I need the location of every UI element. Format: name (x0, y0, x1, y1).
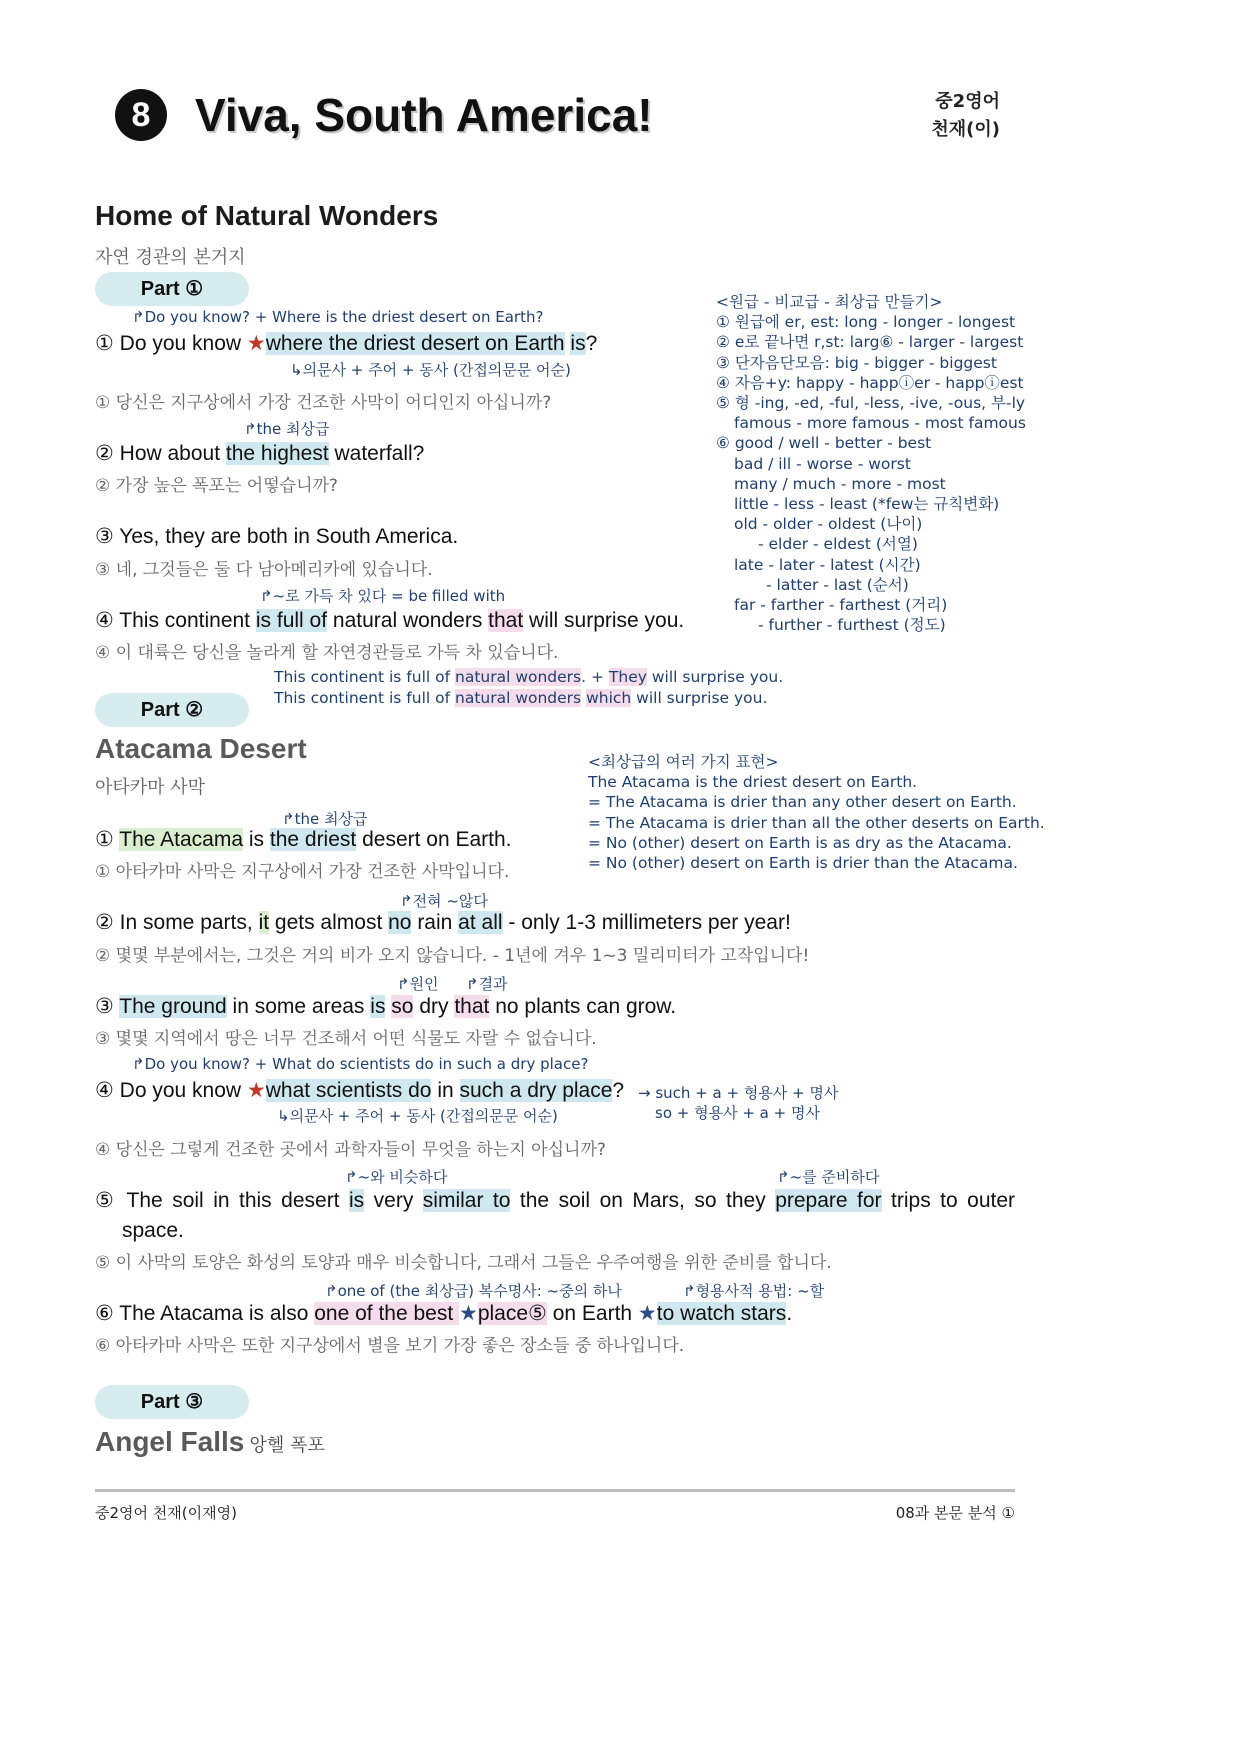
sentence-p2-5: ⑤ The soil in this desert is very similar to the soil on Mars, so they prepare for trips to outer (95, 1189, 1016, 1212)
comparison-rules-box: <원급 - 비교급 - 최상급 만들기> ① 원급에 er, est: long - longer - longest ② e로 끝나면 r,st: larg⑥ - larger - largest ③ 단자음단모음: big - bigger - biggest ④ 자음+y: happy - happⓘer - happⓘest ⑤ 형 -ing, -ed, -ful, -less, -ive, -ous, 부-ly famous - more famous - most famous ⑥ good / well - better - best bad / ill - worse - worst many / much - more - most little - less - least (*few는 규칙변화) old - older - oldest (나이) - elder - eldest (서열) late - later - latest (시간) - latter - last (순서) far - farther - farthest (거리) - further - furthest (정도) (716, 293, 1026, 635)
lesson-title-text: Viva, South America! (195, 89, 653, 141)
translation: ④ 당신은 그렇게 건조한 곳에서 과학자들이 무엇을 하는지 아십니까? (95, 1140, 606, 1160)
grammar-note: ↱결과 (466, 975, 508, 993)
example-sentence: This continent is full of natural wonders which will surprise you. (274, 689, 768, 707)
translation: ④ 이 대륙은 당신을 놀라게 할 자연경관들로 가득 차 있습니다. (95, 643, 559, 663)
section-subtitle: 아타카마 사막 (95, 777, 206, 798)
grammar-note: ↳의문사 + 주어 + 동사 (간접의문문 어순) (290, 361, 571, 379)
grammar-note: ↱Do you know? + Where is the driest desert on Earth? (132, 308, 544, 326)
grammar-note: ↱~를 준비하다 (777, 1168, 880, 1186)
sentence-p2-4: ④ Do you know ★what scientists do in such a dry place? (95, 1079, 625, 1102)
course-label (900, 88, 1000, 144)
course-label-line1: 중2영어 (935, 91, 1000, 112)
section-subtitle: 자연 경관의 본거지 (95, 247, 246, 268)
sentence-p2-6: ⑥ The Atacama is also one of the best ★place⑤ on Earth ★to watch stars. (95, 1302, 793, 1325)
section-title-angel-falls: Angel Falls (95, 1426, 245, 1457)
translation: ③ 몇몇 지역에서 땅은 너무 건조해서 어떤 식물도 자랄 수 없습니다. (95, 1029, 597, 1049)
grammar-note: ↱one of (the 최상급) 복수명사: ~중의 하나 (325, 1282, 622, 1300)
sentence-p2-3: ③ The ground in some areas is so dry that no plants can grow. (95, 995, 677, 1018)
translation: ③ 네, 그것들은 둘 다 남아메리카에 있습니다. (95, 560, 433, 580)
footer-divider (95, 1489, 1015, 1492)
sentence-p1-4: ④ This continent is full of natural wonders that will surprise you. (95, 609, 685, 632)
grammar-note: ↱~로 가득 차 있다 = be filled with (260, 587, 506, 605)
example-sentence: This continent is full of natural wonders. + They will surprise you. (274, 668, 784, 686)
grammar-note: ↳의문사 + 주어 + 동사 (간접의문문 어순) (277, 1107, 558, 1125)
section-title-atacama-desert: Atacama Desert (95, 733, 307, 764)
footer-right: 08과 본문 분석 ① (895, 1504, 1015, 1522)
grammar-note: ↱~와 비슷하다 (345, 1168, 448, 1186)
translation: ① 아타카마 사막은 지구상에서 가장 건조한 사막입니다. (95, 862, 510, 882)
star-icon: ★ (246, 1079, 266, 1102)
star-icon: ★ (637, 1302, 657, 1325)
grammar-note: ↱the 최상급 (282, 810, 368, 828)
grammar-note: ↱the 최상급 (244, 420, 330, 438)
part-3-badge: Part ③ (95, 1385, 249, 1419)
sentence-p2-5-continued: space. (122, 1219, 184, 1242)
superlative-box-title: <최상급의 여러 가지 표현> (588, 753, 779, 771)
superlative-expressions-box: <최상급의 여러 가지 표현> The Atacama is the driest desert on Earth. = The Atacama is drier than any other desert on Earth. = The Atacama is drier than all the other deserts on Earth. = No (other) desert on Earth is as dry as the Atacama. = No (other) desert on Earth is drier than the Atacama. (588, 753, 1045, 873)
translation: ⑥ 아타카마 사막은 또한 지구상에서 별을 보기 가장 좋은 장소들 중 하나입니다. (95, 1336, 685, 1356)
grammar-note: ↱원인 (397, 975, 439, 993)
grammar-note: → such + a + 형용사 + 명사 (638, 1084, 839, 1102)
star-icon: ★ (459, 1302, 478, 1325)
part-1-badge: Part ① (95, 272, 249, 306)
section-angel-falls (95, 1426, 325, 1458)
lesson-title (115, 88, 653, 145)
course-label-line2: 천재(이) (931, 119, 1000, 140)
translation: ② 몇몇 부분에서는, 그것은 거의 비가 오지 않습니다. - 1년에 겨우 1~3 밀리미터가 고작입니다! (95, 946, 810, 966)
sentence-p2-1: ① The Atacama is the driest desert on Earth. (95, 828, 512, 851)
sentence-p2-2: ② In some parts, it gets almost no rain at all - only 1-3 millimeters per year! (95, 911, 791, 934)
star-icon: ★ (246, 332, 266, 355)
lesson-number-badge: 8 (115, 89, 167, 141)
part-2-badge: Part ② (95, 693, 249, 727)
section-subtitle: 앙헬 폭포 (249, 1435, 325, 1456)
comparison-rules-title: <원급 - 비교급 - 최상급 만들기> (716, 293, 943, 311)
translation: ① 당신은 지구상에서 가장 건조한 사막이 어디인지 아십니까? (95, 393, 552, 413)
footer-left: 중2영어 천재(이재영) (95, 1504, 237, 1522)
translation: ⑤ 이 사막의 토양은 화성의 토양과 매우 비슷합니다, 그래서 그들은 우주여행을 위한 준비를 합니다. (95, 1253, 832, 1273)
section-title-home-of-natural-wonders: Home of Natural Wonders (95, 200, 439, 231)
grammar-note: ↱Do you know? + What do scientists do in such a dry place? (132, 1055, 589, 1073)
sentence-p1-1: ① Do you know ★where the driest desert on Earth is? (95, 332, 598, 355)
sentence-p1-3: ③ Yes, they are both in South America. (95, 525, 459, 548)
translation: ② 가장 높은 폭포는 어떻습니까? (95, 476, 338, 496)
grammar-note: ↱형용사적 용법: ~할 (683, 1282, 825, 1300)
grammar-note: so + 형용사 + a + 명사 (655, 1104, 820, 1122)
grammar-note: ↱전혀 ~않다 (400, 892, 488, 910)
sentence-p1-2: ② How about the highest waterfall? (95, 442, 425, 465)
